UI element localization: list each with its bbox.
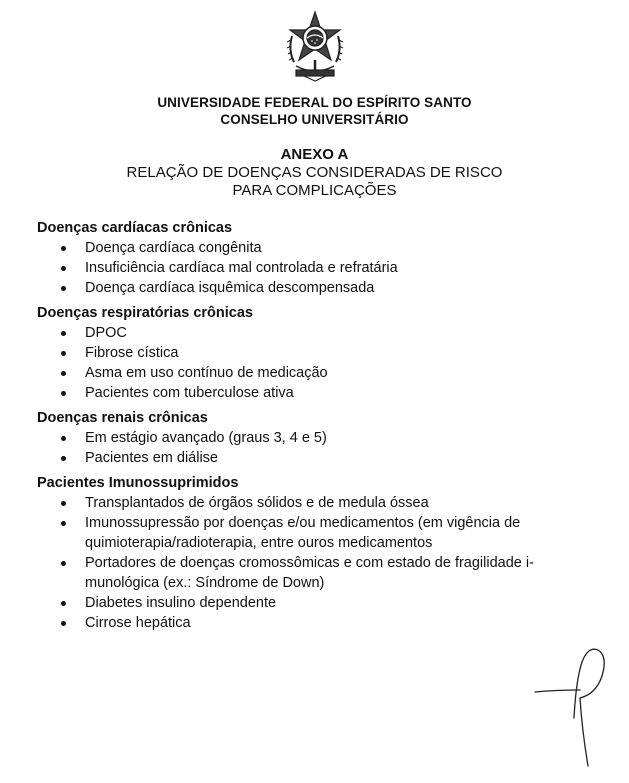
disease-list	[37, 219, 607, 639]
list-item: Portadores de doenças cromossômicas e com estado de fragilidade i-munológica (ex.: Síndrome de Down)	[37, 553, 607, 593]
section-immunosuppressed	[37, 474, 607, 633]
section-cardiac	[37, 219, 607, 298]
list-item: Transplantados de órgãos sólidos e de medula óssea	[37, 493, 607, 513]
list-item: Diabetes insulino dependente	[37, 593, 607, 613]
council-name: CONSELHO UNIVERSITÁRIO	[220, 112, 409, 127]
list-item: Doença cardíaca congênita	[37, 238, 607, 258]
institution-name: UNIVERSIDADE FEDERAL DO ESPÍRITO SANTO	[157, 95, 472, 110]
list-item: Em estágio avançado (graus 3, 4 e 5)	[37, 428, 607, 448]
list-item: DPOC	[37, 323, 607, 343]
list-item: Cirrose hepática	[37, 613, 607, 633]
item-list	[37, 428, 607, 468]
annex-subtitle-line-1: RELAÇÃO DE DOENÇAS CONSIDERADAS DE RISCO	[126, 164, 503, 181]
section-renal	[37, 409, 607, 468]
item-list	[37, 238, 607, 298]
list-item: Asma em uso contínuo de medicação	[37, 363, 607, 383]
section-respiratory	[37, 304, 607, 403]
section-title: Doenças respiratórias crônicas	[37, 305, 253, 321]
annex-heading	[0, 146, 629, 200]
list-item: Imunossupressão por doenças e/ou medicamentos (em vigência de quimioterapia/radioterapia, entre ouros medicamentos	[37, 513, 607, 553]
list-item: Pacientes em diálise	[37, 448, 607, 468]
signature-icon	[530, 640, 620, 770]
institution-header	[0, 94, 629, 128]
coat-of-arms-icon	[282, 10, 348, 82]
section-title: Doenças cardíacas crônicas	[37, 220, 233, 236]
list-item: Doença cardíaca isquêmica descompensada	[37, 278, 607, 298]
list-item: Pacientes com tuberculose ativa	[37, 383, 607, 403]
section-title: Doenças renais crônicas	[37, 410, 208, 426]
annex-subtitle-line-2: PARA COMPLICAÇÕES	[232, 182, 397, 199]
list-item: Fibrose cística	[37, 343, 607, 363]
section-title: Pacientes Imunossuprimidos	[37, 475, 239, 491]
list-item: Insuficiência cardíaca mal controlada e refratária	[37, 258, 607, 278]
annex-title: ANEXO A	[280, 146, 349, 163]
item-list	[37, 323, 607, 403]
item-list	[37, 493, 607, 633]
